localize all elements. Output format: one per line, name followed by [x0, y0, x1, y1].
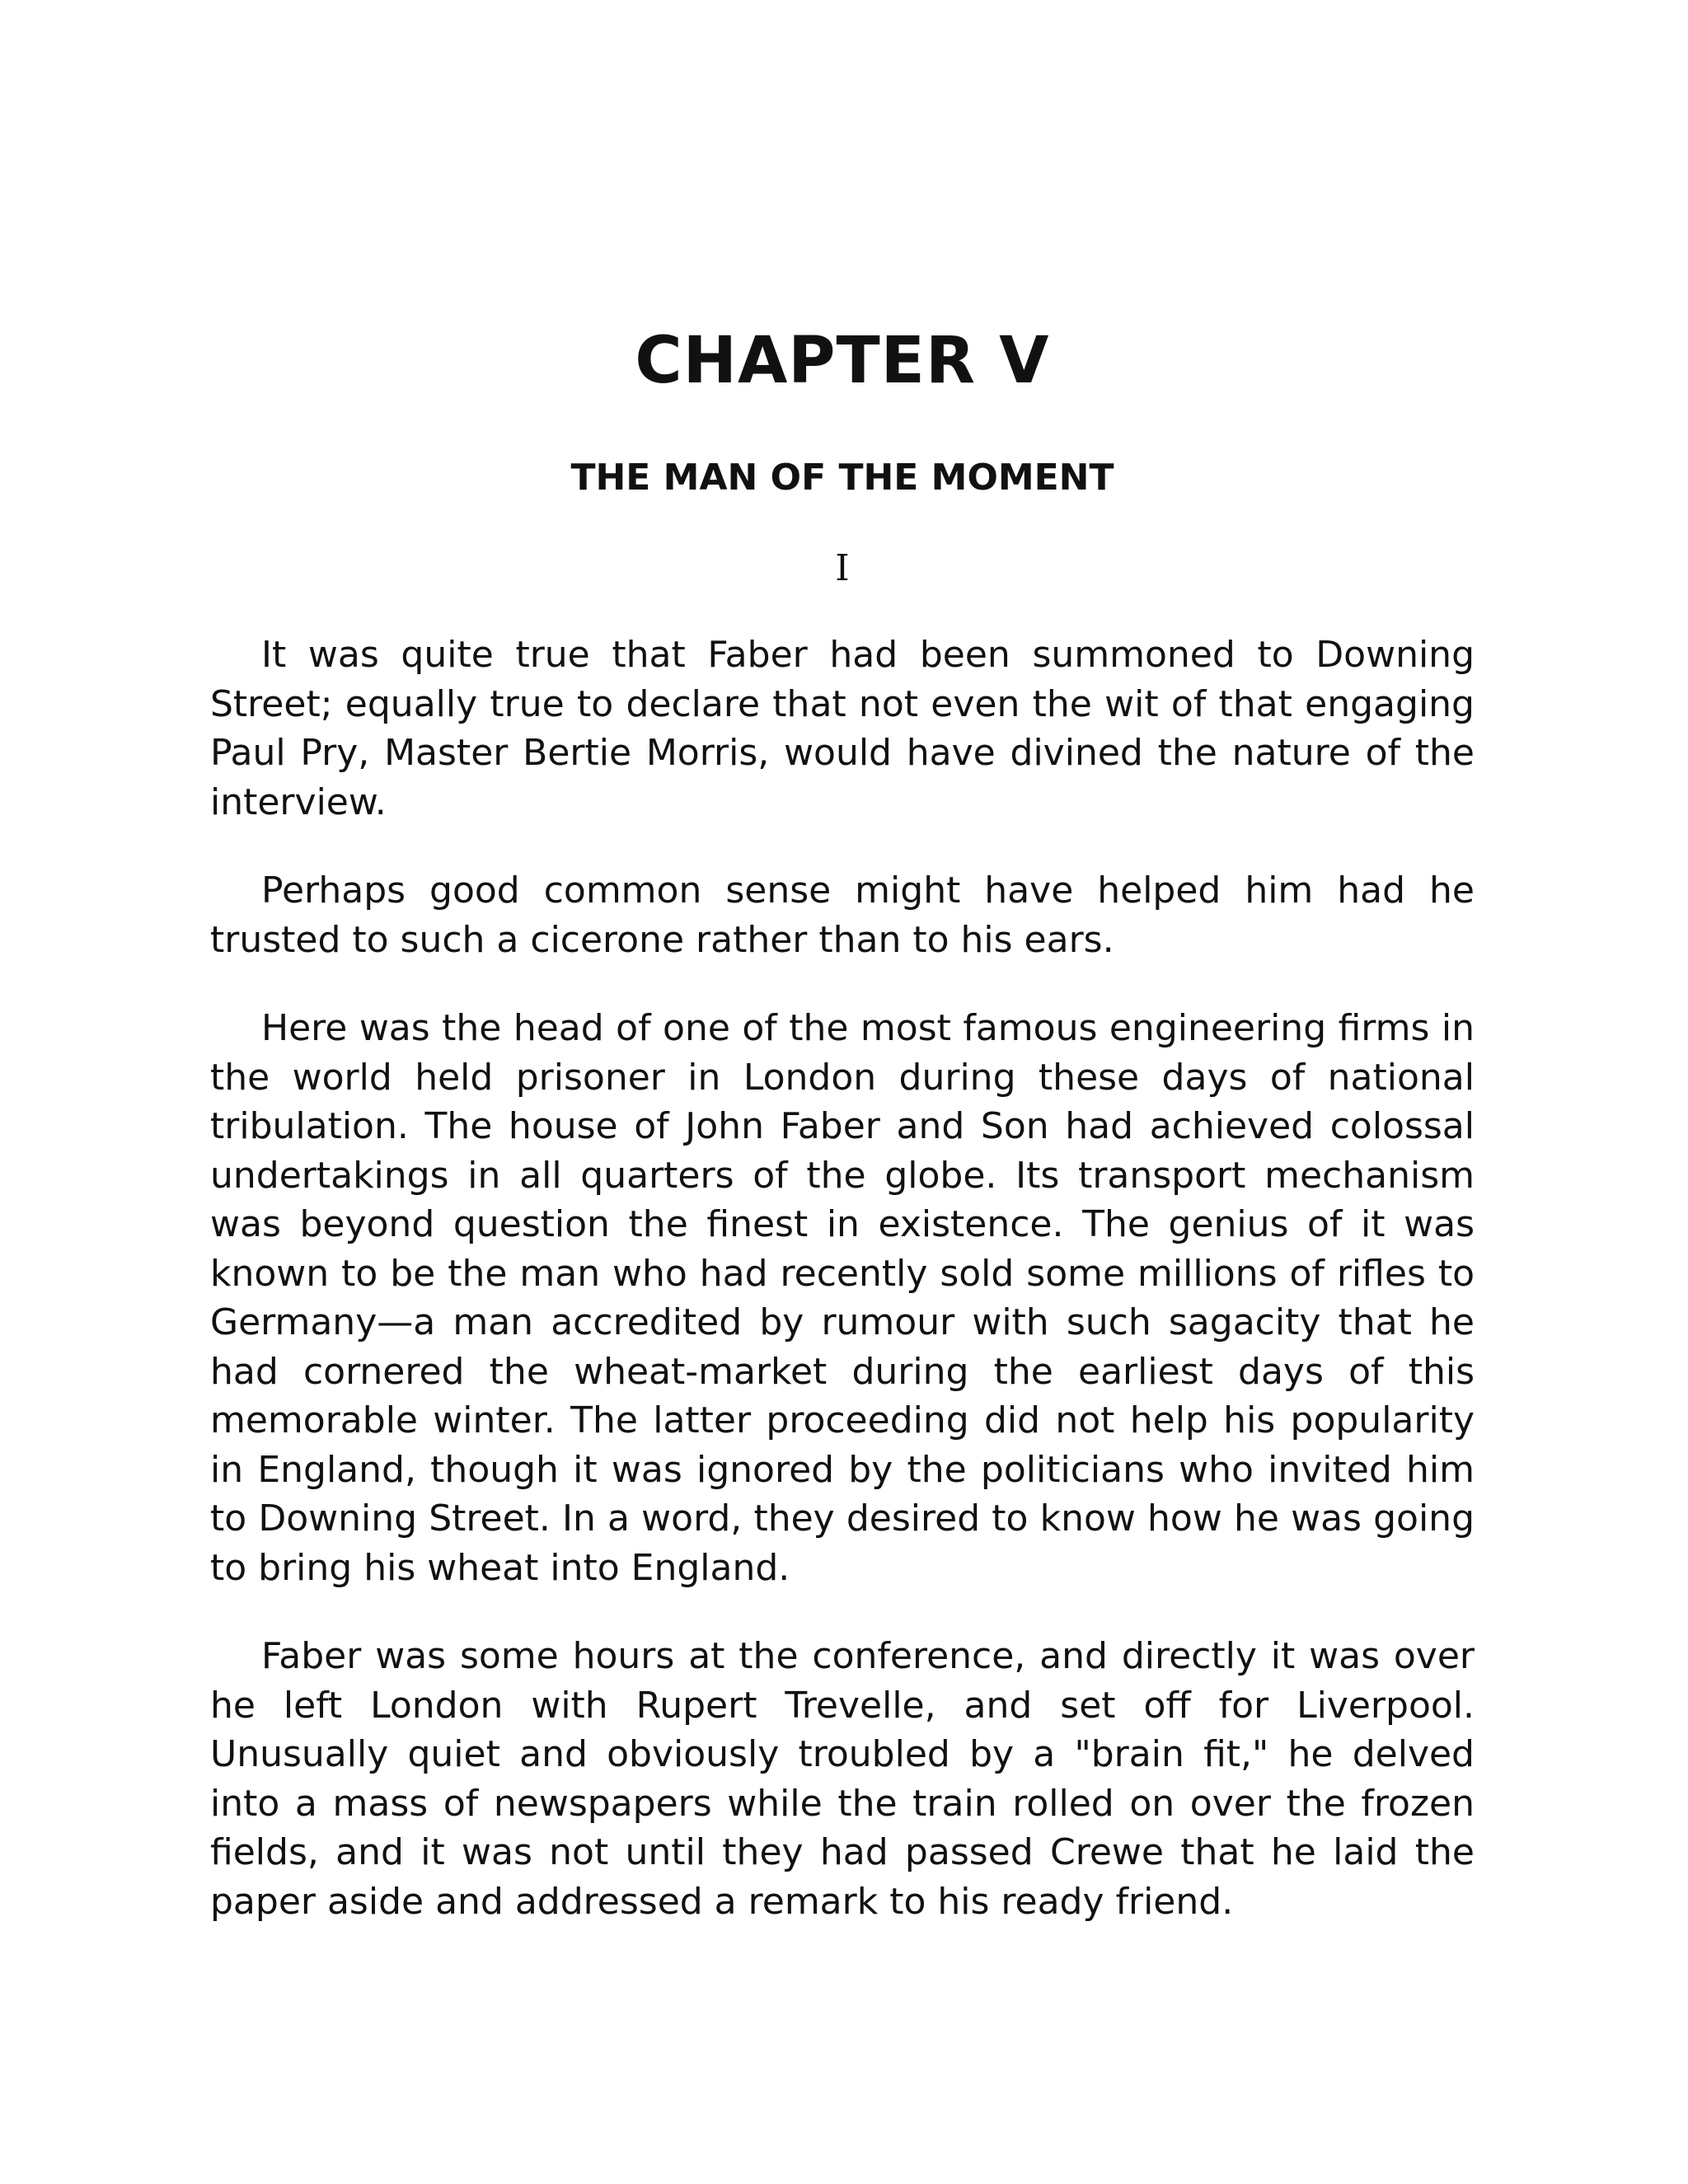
paragraph: Perhaps good common sense might have helped him had he trusted to such a cicerone rather than to his ears.: [210, 869, 1475, 961]
book-page: [210, 0, 1475, 2184]
paragraph: Faber was some hours at the conference, and directly it was over he left London with Rupert Trevelle, and set off for Liverpool. Unusually quiet and obviously troubled by a "brain fit," he delved into a mass of newspapers while the train rolled on over the frozen fields, and it was not until they had passed Crewe that he laid the paper aside and addressed a remark to his ready friend.: [210, 1635, 1475, 1923]
section-numeral: I: [835, 547, 850, 589]
paragraph: It was quite true that Faber had been summoned to Downing Street; equally true to declare that not even the wit of that engaging Paul Pry, Master Bertie Morris, would have divined the nature of the interview.: [210, 634, 1475, 823]
chapter-subtitle: THE MAN OF THE MOMENT: [570, 457, 1114, 499]
chapter-title: CHAPTER V: [635, 324, 1050, 398]
body-text: [210, 630, 1475, 1966]
paragraph: Here was the head of one of the most famous engineering firms in the world held prisoner in London during these days of national tribulation. The house of John Faber and Son had achieved colossal undertakings in all quarters of the globe. Its transport mechanism was beyond question the finest in existence. The genius of it was known to be the man who had recently sold some millions of rifles to Germany—a man accredited by rumour with such sagacity that he had cornered the wheat-market during the earliest days of this memorable winter. The latter proceeding did not help his popularity in England, though it was ignored by the politicians who invited him to Downing Street. In a word, they desired to know how he was going to bring his wheat into England.: [210, 1007, 1475, 1589]
